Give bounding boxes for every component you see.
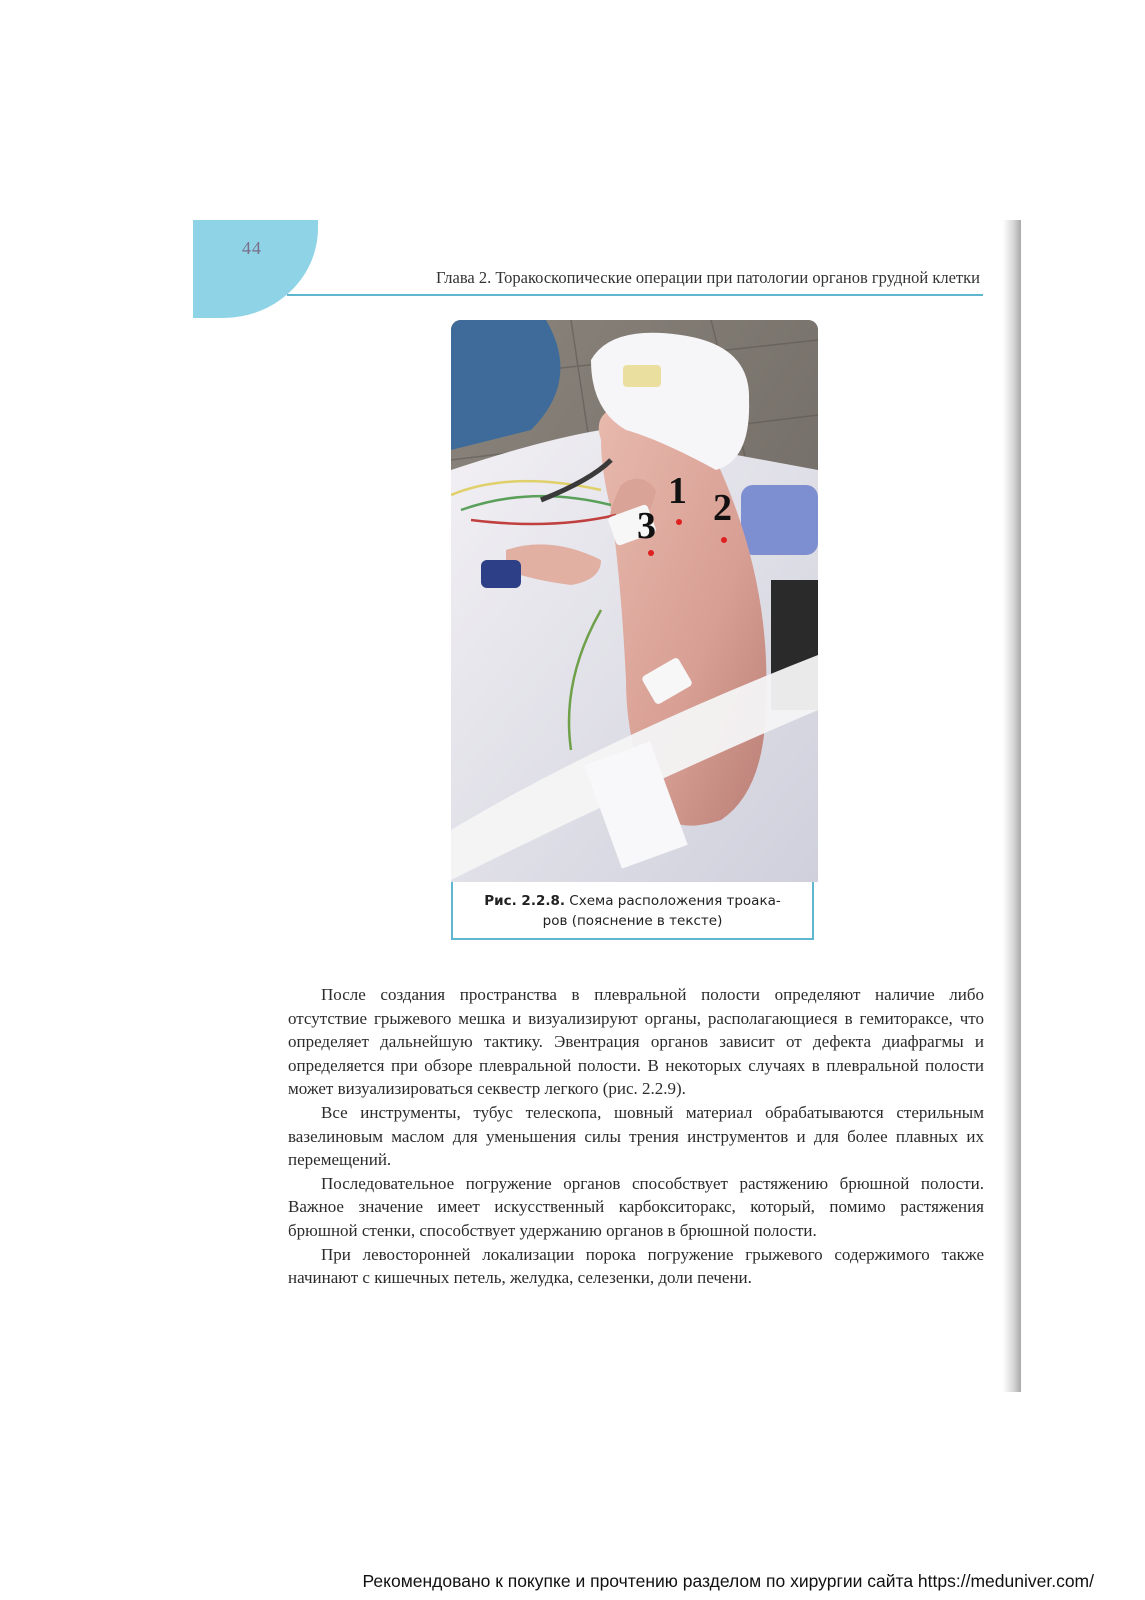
trocar-point-2 <box>721 537 727 543</box>
trocar-point-1 <box>676 519 682 525</box>
book-spine-shadow <box>1003 220 1021 1392</box>
trocar-label-1: 1 <box>668 470 687 512</box>
footer-recommendation: Рекомендовано к покупке и прочтению разделом по хирургии сайта https://meduniver.com/ <box>362 1571 1094 1591</box>
figure <box>451 320 818 943</box>
trocar-label-3: 3 <box>637 505 656 547</box>
page-number: 44 <box>242 238 262 258</box>
figure-photo <box>451 320 818 882</box>
paragraph: Все инструменты, тубус телескопа, шовный материал обрабатываются стерильным вазелиновым маслом для уменьшения силы трения инструментов и для более плавных их перемещений. <box>288 1102 984 1170</box>
running-head: Глава 2. Торакоскопические операции при патологии органов грудной клетки <box>435 268 980 287</box>
figure-caption <box>451 882 814 940</box>
caption-text-1: Схема расположения троака- <box>565 893 781 909</box>
body-text <box>288 983 984 1290</box>
pulse-sensor <box>481 560 521 588</box>
blue-cushion <box>741 485 818 555</box>
caption-line-1 <box>453 891 812 911</box>
paragraph: При левосторонней локализации порока погружение грыжевого содержимого также начинают с кишечных петель, желудка, селезенки, доли печени. <box>288 1244 984 1288</box>
trocar-point-3 <box>648 550 654 556</box>
header-rule <box>287 294 983 296</box>
patient-photo-illustration <box>451 320 818 882</box>
caption-figure-number: Рис. 2.2.8. <box>484 893 565 909</box>
trocar-label-2: 2 <box>713 487 732 529</box>
caption-line-2: ров (пояснение в тексте) <box>542 913 723 929</box>
paragraph: После создания пространства в плевральной полости определяют наличие либо отсутствие грыжевого мешка и визуализируют органы, располагающиеся в гемитораксе, что определяет дальнейшую тактику. Эвентрация органов зависит от дефекта диафрагмы и определяется при обзоре плевральной полости. В некоторых случаях в плевральной полости может визуализироваться секвестр легкого (рис. 2.2.9). <box>288 985 984 1099</box>
paragraph: Последовательное погружение органов способствует растяжению брюшной полости. Важное значение имеет искусственный карбокситоракс, который, помимо растяжения брюшной стенки, способствует удержанию органов в брюшной полости. <box>288 1173 984 1240</box>
diaper-tab <box>623 365 661 387</box>
